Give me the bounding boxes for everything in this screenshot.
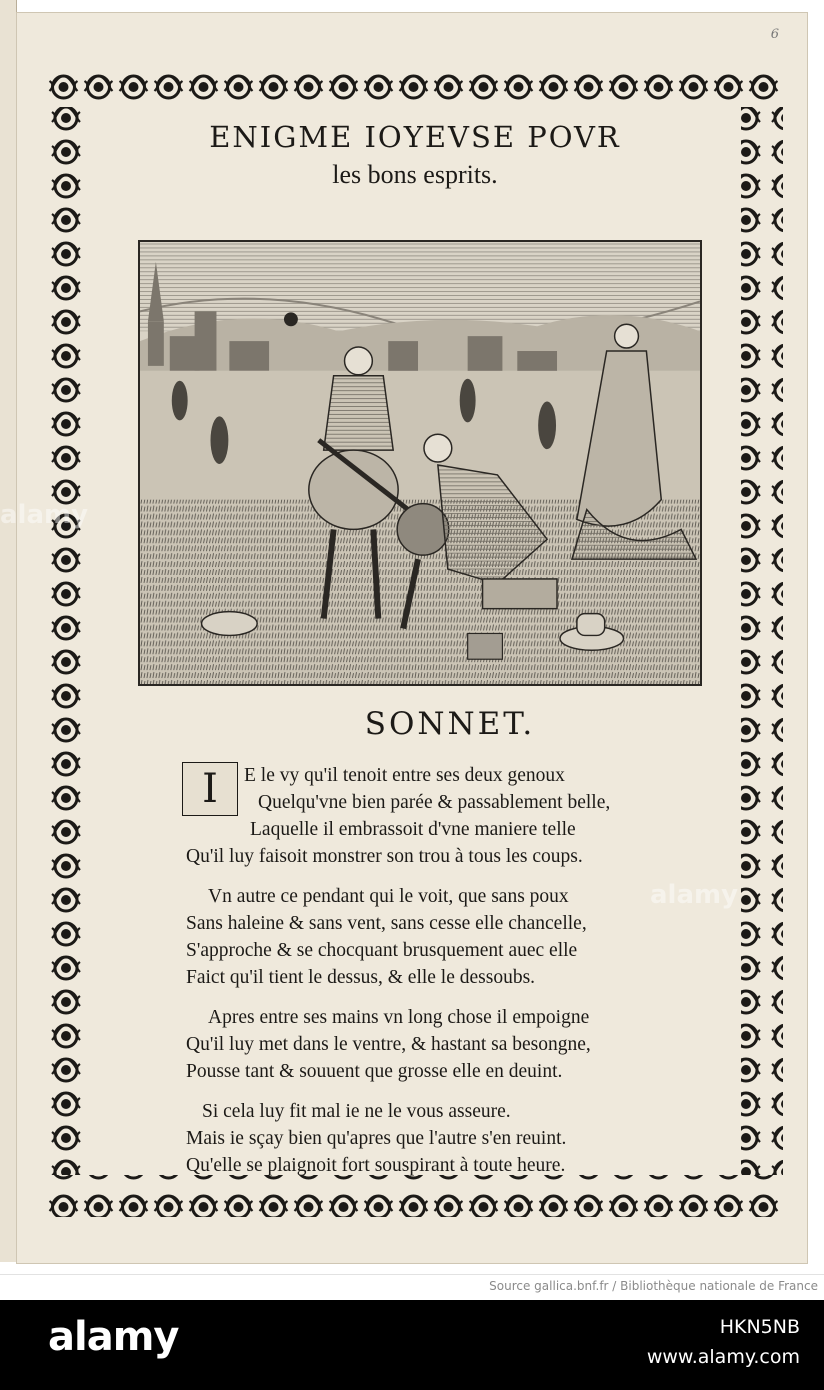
- poem-line: Apres entre ses mains vn long chose il empoigne: [208, 1007, 590, 1028]
- source-credit-bar: [0, 1274, 824, 1299]
- poem-line: Quelqu'vne bien parée & passablement belle,: [258, 792, 611, 813]
- poem-line: Mais ie sçay bien qu'apres que l'autre s'en reuint.: [186, 1128, 567, 1149]
- poem-line: Qu'il luy met dans le ventre, & hastant sa besongne,: [186, 1034, 591, 1055]
- poem-line: Si cela luy fit mal ie ne le vous asseure.: [202, 1101, 511, 1122]
- enigma-title: ENIGME IOYEVSE POVR: [209, 120, 621, 154]
- poem-line: Laquelle il embrassoit d'vne maniere telle: [250, 819, 576, 840]
- book-spine-edge: [0, 0, 17, 1262]
- watermark-right: alamy: [650, 880, 739, 910]
- enigma-subtitle: les bons esprits.: [332, 160, 498, 189]
- poem-line: S'approche & se chocquant brusquement auec elle: [186, 940, 578, 961]
- poem-line: Qu'il luy faisoit monstrer son trou à tous les coups.: [186, 846, 583, 867]
- image-id: HKN5NB: [719, 1316, 800, 1338]
- source-credit: Source gallica.bnf.fr / Bibliothèque nationale de France: [489, 1279, 818, 1293]
- poem-line: Sans haleine & sans vent, sans cesse elle chancelle,: [186, 913, 587, 934]
- poem-line: Pousse tant & souuent que grosse elle en deuint.: [186, 1061, 563, 1082]
- watermark-left: alamy: [0, 500, 89, 530]
- site-url: www.alamy.com: [646, 1346, 800, 1368]
- page-number: 6: [770, 27, 779, 42]
- sonnet-poem: [186, 762, 706, 1179]
- poem-line: E le vy qu'il tenoit entre ses deux genoux: [244, 765, 565, 786]
- poem-line: Vn autre ce pendant qui le voit, que sans poux: [208, 886, 569, 907]
- stock-footer: [0, 1300, 824, 1390]
- sonnet-heading: SONNET.: [364, 706, 536, 742]
- decorative-dropcap: I: [182, 762, 238, 816]
- poem-line: Qu'elle se plaignoit fort souspirant à toute heure.: [186, 1155, 566, 1176]
- alamy-logo: alamy: [48, 1314, 179, 1360]
- poem-line: Faict qu'il tient le dessus, & elle le dessoubs.: [186, 967, 536, 988]
- engraving-illustration: [138, 240, 702, 686]
